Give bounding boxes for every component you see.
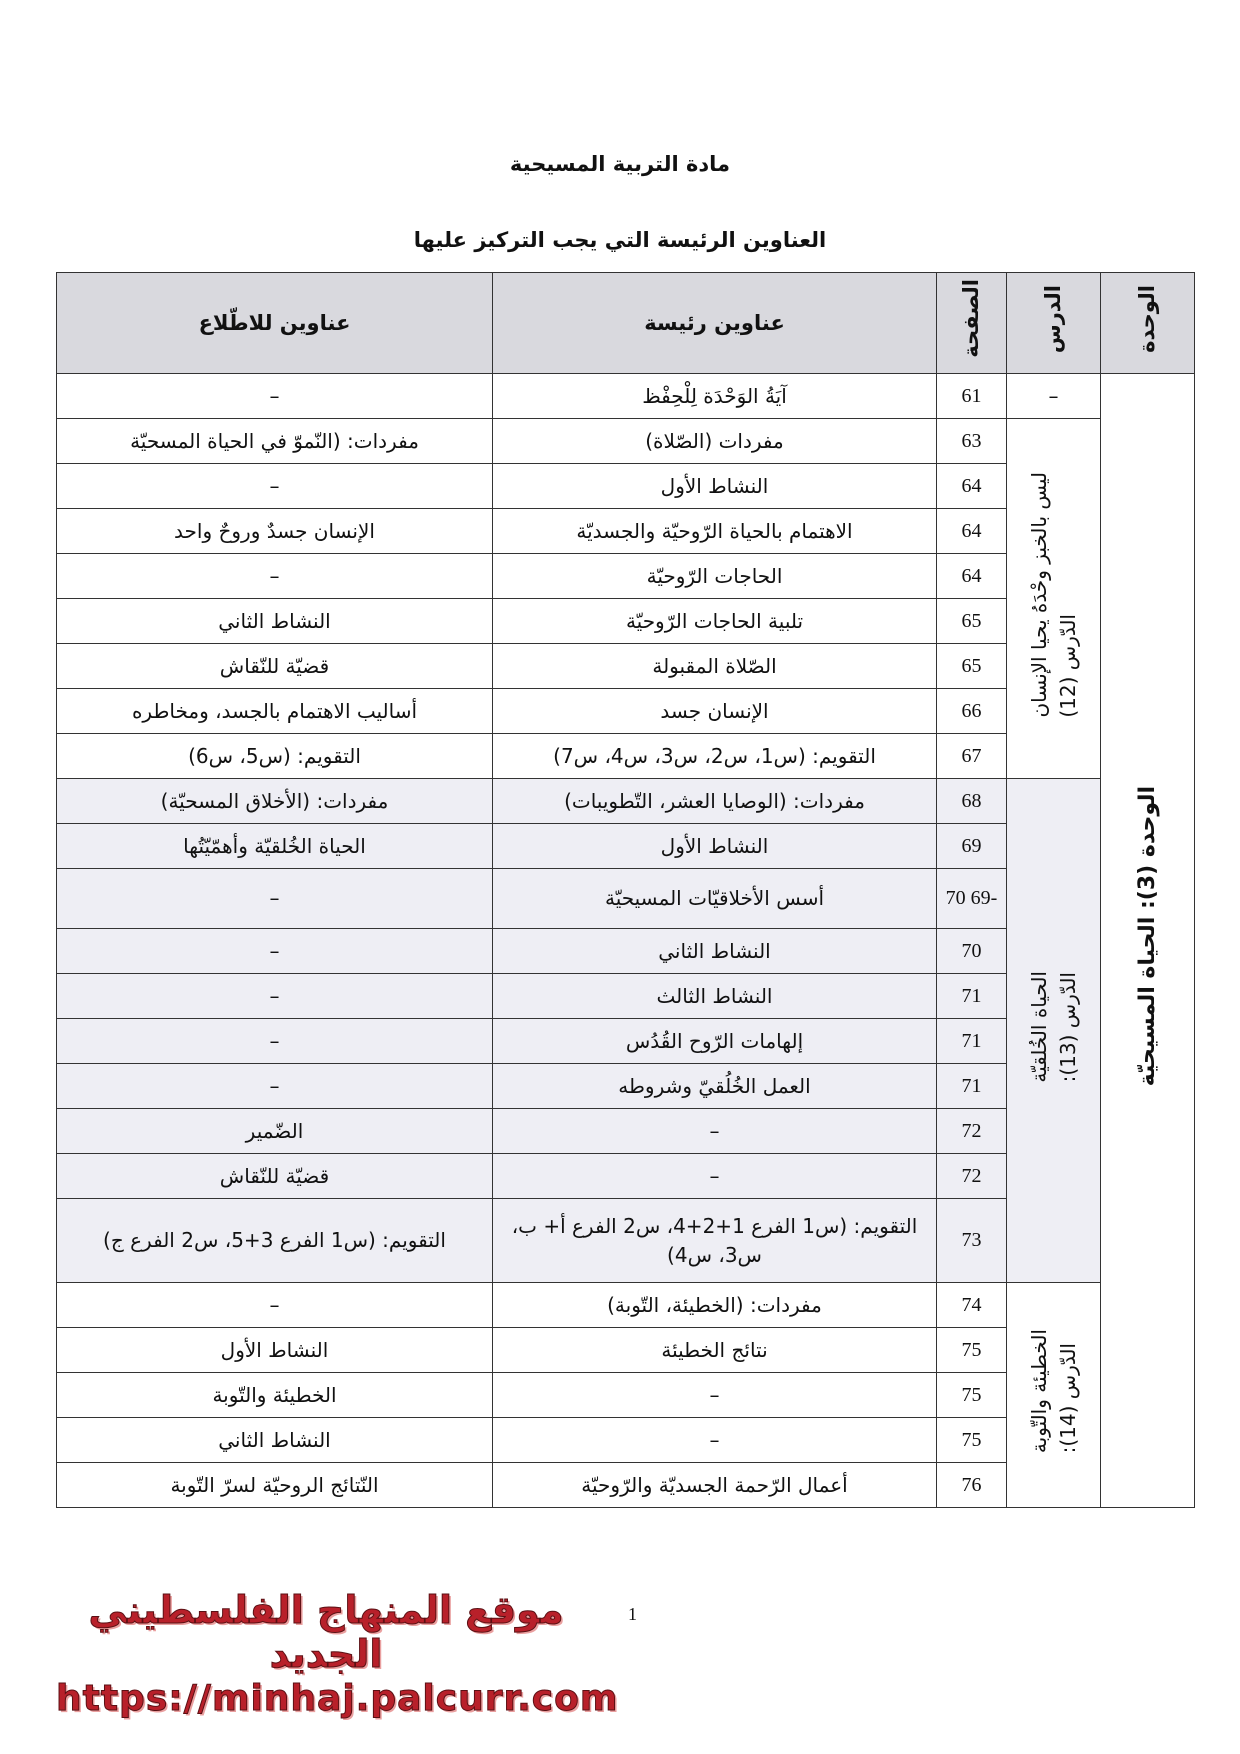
- page-cell: 67: [937, 734, 1007, 779]
- main-title-cell: الحاجات الرّوحيّة: [493, 554, 937, 599]
- reading-title-cell: قضيّة للنّقاش: [57, 1154, 493, 1199]
- main-title-cell: مفردات (الصّلاة): [493, 419, 937, 464]
- lesson-13-cell: الدّرس (13):الحياة الخُلقيّة: [1007, 779, 1101, 1283]
- lesson-14-cell: الدّرس (14):الخطيئة والتّوبة: [1007, 1283, 1101, 1508]
- reading-title-cell: النشاط الثاني: [57, 599, 493, 644]
- document-subtitle: العناوين الرئيسة التي يجب التركيز عليها: [413, 228, 827, 252]
- reading-title-cell: التقويم: (س1 الفرع 3+5، س2 الفرع ج): [57, 1199, 493, 1283]
- page-cell: 74: [937, 1283, 1007, 1328]
- main-title-cell: الإنسان جسد: [493, 689, 937, 734]
- reading-title-cell: –: [57, 1283, 493, 1328]
- table-row: [57, 779, 1195, 824]
- header-main-titles: عناوين رئيسة: [493, 273, 937, 374]
- main-title-cell: الاهتمام بالحياة الرّوحيّة والجسديّة: [493, 509, 937, 554]
- main-title-cell: مفردات: (الوصايا العشر، التّطويبات): [493, 779, 937, 824]
- main-title-cell: –: [493, 1373, 937, 1418]
- page-cell: 61: [937, 374, 1007, 419]
- page-cell: 64: [937, 464, 1007, 509]
- reading-title-cell: الإنسان جسدٌ وروحٌ واحد: [57, 509, 493, 554]
- page-cell: 71: [937, 1064, 1007, 1109]
- page-cell: 69: [937, 824, 1007, 869]
- page-cell: 71: [937, 974, 1007, 1019]
- reading-title-cell: مفردات: (الأخلاق المسحيّة): [57, 779, 493, 824]
- main-title-cell: التقويم: (س1 الفرع 1+2+4، س2 الفرع أ+ ب، س3، س4): [493, 1199, 937, 1283]
- main-title-cell: الصّلاة المقبولة: [493, 644, 937, 689]
- page-cell: 75: [937, 1373, 1007, 1418]
- page-cell: 72: [937, 1154, 1007, 1199]
- reading-title-cell: النشاط الثاني: [57, 1418, 493, 1463]
- reading-title-cell: –: [57, 1064, 493, 1109]
- header-unit: الوحدة: [1101, 273, 1195, 374]
- page-cell: 68: [937, 779, 1007, 824]
- main-title-cell: –: [493, 1109, 937, 1154]
- reading-title-cell: النشاط الأول: [57, 1328, 493, 1373]
- reading-title-cell: –: [57, 929, 493, 974]
- unit-cell: الوحدة (3): الحياة المسيحيّة: [1101, 374, 1195, 1508]
- site-watermark: [56, 1588, 619, 1719]
- main-title-cell: تلبية الحاجات الرّوحيّة: [493, 599, 937, 644]
- page-number: 1: [628, 1604, 637, 1624]
- reading-title-cell: –: [57, 464, 493, 509]
- reading-title-cell: التقويم: (س5، س6): [57, 734, 493, 779]
- reading-title-cell: –: [57, 374, 493, 419]
- page-cell: 63: [937, 419, 1007, 464]
- document-title: مادة التربية المسيحية: [509, 152, 731, 176]
- table-row: [57, 419, 1195, 464]
- table-row: [57, 1283, 1195, 1328]
- table-header-row: [57, 273, 1195, 374]
- reading-title-cell: الحياة الخُلقيّة وأهمّيّتُها: [57, 824, 493, 869]
- curriculum-table: [56, 272, 1195, 1508]
- reading-title-cell: أساليب الاهتمام بالجسد، ومخاطره: [57, 689, 493, 734]
- page-cell: 64: [937, 554, 1007, 599]
- main-title-cell: النشاط الثاني: [493, 929, 937, 974]
- page-cell: 70: [937, 929, 1007, 974]
- main-title-cell: آيَةُ الوَحْدَة لِلْحِفْظ: [493, 374, 937, 419]
- reading-title-cell: –: [57, 1019, 493, 1064]
- reading-title-cell: الخطيئة والتّوبة: [57, 1373, 493, 1418]
- main-title-cell: التقويم: (س1، س2، س3، س4، س7): [493, 734, 937, 779]
- page-cell: 66: [937, 689, 1007, 734]
- page-cell: -69 70: [937, 869, 1007, 929]
- page-cell: 71: [937, 1019, 1007, 1064]
- main-title-cell: –: [493, 1154, 937, 1199]
- page-cell: 76: [937, 1463, 1007, 1508]
- page-cell: 65: [937, 644, 1007, 689]
- reading-title-cell: الضّمير: [57, 1109, 493, 1154]
- reading-title-cell: قضيّة للنّقاش: [57, 644, 493, 689]
- reading-title-cell: –: [57, 974, 493, 1019]
- page-cell: 65: [937, 599, 1007, 644]
- page-cell: 75: [937, 1418, 1007, 1463]
- page-cell: 72: [937, 1109, 1007, 1154]
- main-title-cell: النشاط الثالث: [493, 974, 937, 1019]
- reading-title-cell: –: [57, 869, 493, 929]
- header-lesson: الدرس: [1007, 273, 1101, 374]
- lesson-12-cell: الدّرس (12)ليس بالخبز وحْدَهُ يحيا الإنسان: [1007, 419, 1101, 779]
- watermark-url: https://minhaj.palcurr.com: [56, 1678, 619, 1719]
- reading-title-cell: –: [57, 554, 493, 599]
- lesson-cell: –: [1007, 374, 1101, 419]
- reading-title-cell: النّتائج الروحيّة لسرّ التّوبة: [57, 1463, 493, 1508]
- table-row: [57, 374, 1195, 419]
- header-reading-titles: عناوين للاطّلاع: [57, 273, 493, 374]
- main-title-cell: العمل الخُلُقيّ وشروطه: [493, 1064, 937, 1109]
- main-title-cell: أسس الأخلاقيّات المسيحيّة: [493, 869, 937, 929]
- page-cell: 75: [937, 1328, 1007, 1373]
- page-cell: 64: [937, 509, 1007, 554]
- main-title-cell: النشاط الأول: [493, 824, 937, 869]
- page-cell: 73: [937, 1199, 1007, 1283]
- watermark-site-name: موقع المنهاج الفلسطيني الجديد: [88, 1588, 564, 1676]
- main-title-cell: نتائج الخطيئة: [493, 1328, 937, 1373]
- main-title-cell: إلهامات الرّوح القُدُس: [493, 1019, 937, 1064]
- reading-title-cell: مفردات: (النّموّ في الحياة المسحيّة: [57, 419, 493, 464]
- main-title-cell: مفردات: (الخطيئة، التّوبة): [493, 1283, 937, 1328]
- main-title-cell: النشاط الأول: [493, 464, 937, 509]
- header-page: الصفحة: [937, 273, 1007, 374]
- main-title-cell: –: [493, 1418, 937, 1463]
- main-title-cell: أعمال الرّحمة الجسديّة والرّوحيّة: [493, 1463, 937, 1508]
